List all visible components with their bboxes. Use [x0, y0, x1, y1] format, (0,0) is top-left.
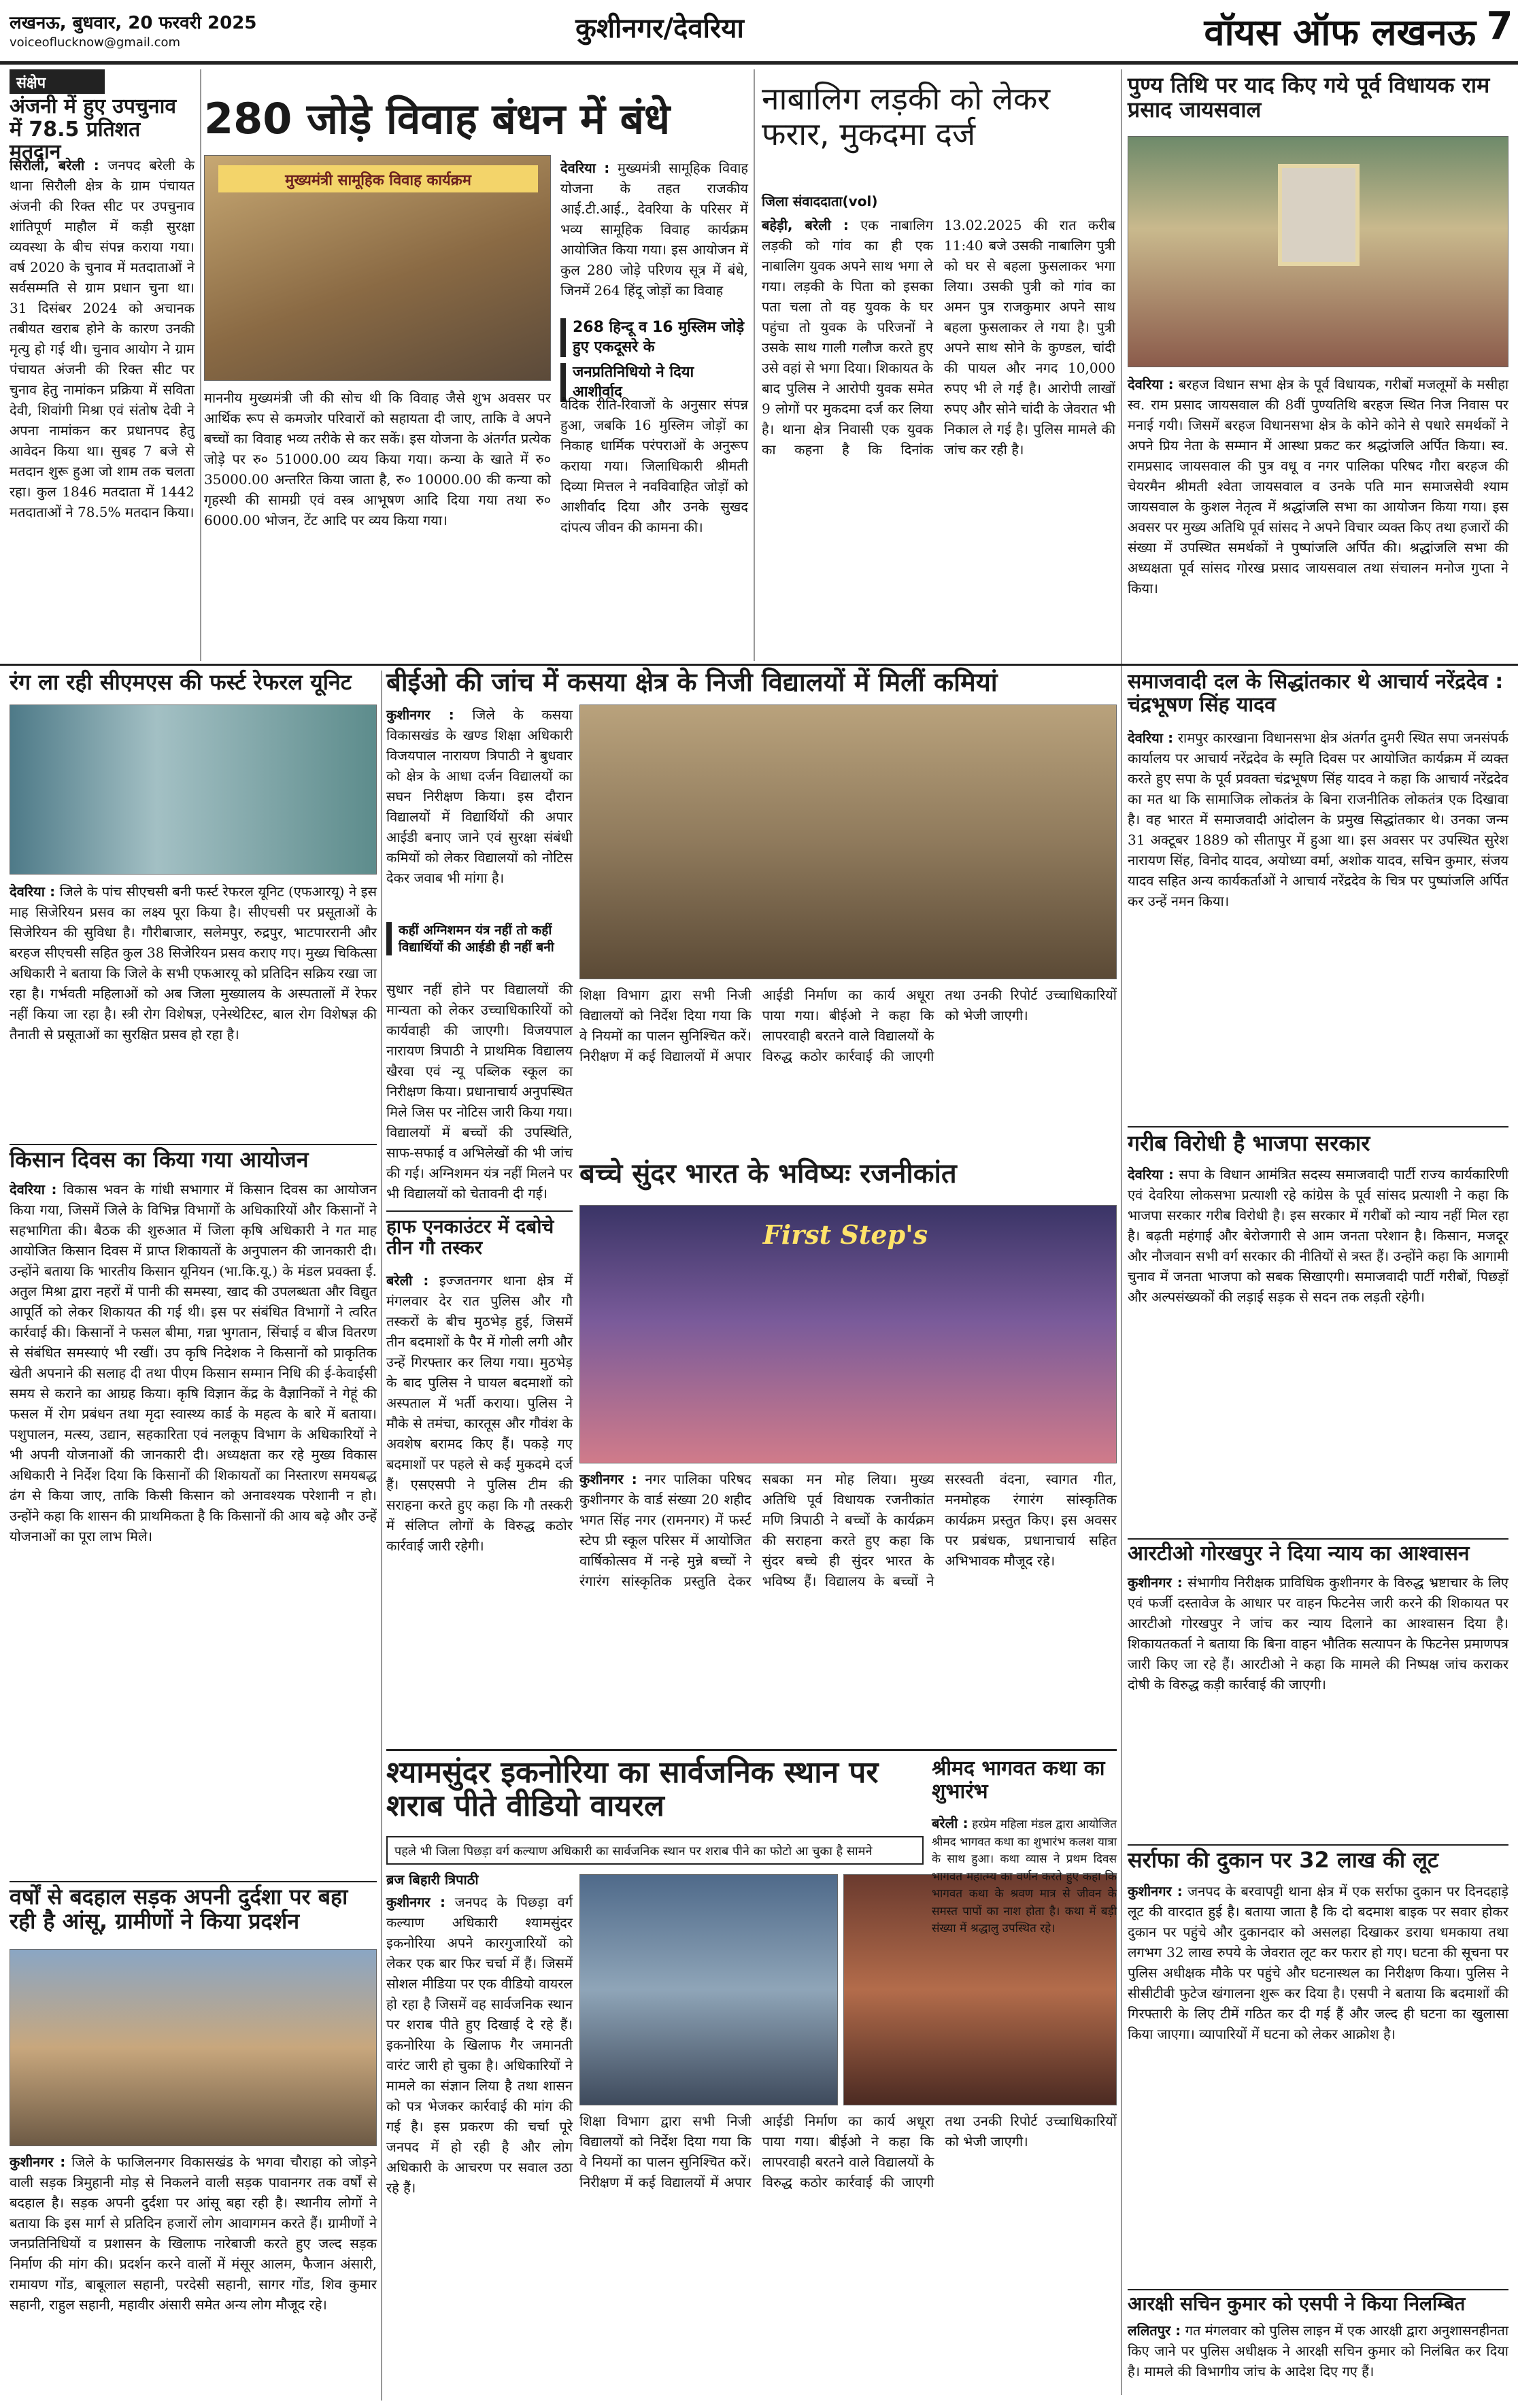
kisan-body [10, 1179, 377, 1876]
story-rule [386, 1749, 1117, 1751]
punyatithi-photo [1128, 136, 1508, 367]
arakshi-headline: आरक्षी सचिन कुमार को एसपी ने किया निलम्बित [1128, 2292, 1466, 2315]
page-number: 7 [1486, 4, 1513, 48]
dateline: सिरौली, बरेली : [10, 157, 99, 173]
sankshep-body [10, 155, 195, 611]
section-name: कुशीनगर/देवरिया [575, 13, 744, 44]
column-divider [381, 1367, 382, 2401]
nabalig-byline: जिला संवाददाता(vol) [762, 193, 878, 209]
nabalig-body [762, 215, 1115, 650]
viwah-lead-text: मुख्यमंत्री सामूहिक विवाह योजना के तहत राजकीय आई.टी.आई., देवरिया के परिसर में भव्य सामूहिक विवाह कार्यक्रम आयोजित किया गया। इस आयोजन में कुल 280 जोड़े परिणय सूत्र में बंधे, जिनमें 264 हिंदू जोड़ों का विवाह [560, 160, 749, 299]
dateline: बहेड़ी, बरेली : [762, 217, 849, 233]
rto-text: संभागीय निरीक्षक प्राविधिक कुशीनगर के विरुद्ध भ्रष्टाचार के लिए एवं फर्जी दस्तावेज के आधार पर वाहन फिटनेस जारी करने की शिकायत पर आरटीओ गोरखपुर ने जांच कर न्याय दिलाने का आश्वासन दिया है। शिकायतकर्ता ने बताया कि बिना वाहन भौतिक सत्यापन के फिटनेस प्रमाणपत्र जारी किए जा रहे हैं। आरटीओ ने कहा कि मामले की निष्पक्ष जांच कराकर दोषी के विरुद्ध कड़ी कार्रवाई की जाएगी। [1128, 1574, 1508, 1693]
column-divider [754, 69, 755, 661]
dateline: कुशीनगर : [579, 1471, 637, 1487]
story-rule [386, 1210, 573, 1212]
paper-name: वॉयस ऑफ लखनऊ [1204, 11, 1476, 54]
sankshep-label: संक्षेप [10, 69, 105, 94]
dateline: कुशीनगर : [10, 2154, 66, 2170]
portrait-frame [1278, 164, 1360, 266]
shyamsundar-body [386, 1892, 573, 2401]
column-divider [1121, 69, 1122, 2395]
masthead-rule [0, 61, 1518, 65]
dateline: बरेली : [386, 1272, 429, 1289]
bachche-photo [579, 1205, 1117, 1463]
bsa-text: जिले के कसया विकासखंड के खण्ड शिक्षा अधिकारी विजयपाल नारायण त्रिपाठी ने बुधवार को क्षेत्र के आधा दर्जन विद्यालयों का सघन निरीक्षण किया। इस दौरान विद्यालयों में विद्यार्थियों की अपार आईडी बनाए जाने एवं सुरक्षा संबंधी कमियों को लेकर विद्यालयों को नोटिस देकर जवाब भी मांगा है। [386, 707, 573, 886]
sadak-headline: वर्षों से बदहाल सड़क अपनी दुर्दशा पर बहा रही है आंसू, ग्रामीणों ने किया प्रदर्शन [10, 1884, 348, 1934]
kisan-text: विकास भवन के गांधी सभागार में किसान दिवस का आयोजन किया गया, जिसमें जिले के विभिन्न विभागों के अधिकारियों और किसानों ने सहभागिता की। बैठक की शुरुआत में जिला कृषि अधिकारी ने गत माह आयोजित किसान दिवस में प्राप्त शिकायतों के अनुपालन की जानकारी दी। उन्होंने बताया कि भारतीय किसान यूनियन (भा.कि.यू.) के मंडल प्रवक्ता ई. अतुल मिश्रा द्वारा नहरों में पानी की समस्या, खाद की उपलब्धता और विद्युत आपूर्ति को लेकर शिकायत की गई थी। इस पर संबंधित विभागों ने त्वरित कार्रवाई की। किसानों ने फसल बीमा, गन्ना भुगतान, सिंचाई व बीज वितरण से संबंधित समस्याएं भी रखीं। उप कृषि निदेशक ने किसानों को प्राकृतिक खेती अपनाने की सलाह दी तथा पीएम किसान सम्मान निधि की ई-केवाईसी समय से कराने का आग्रह किया। कृषि विज्ञान केंद्र के वैज्ञानिकों ने गेहूं की फसल में रोग प्रबंधन तथा मृदा स्वास्थ्य कार्ड के महत्व के बारे में बताया। पशुपालन, मत्स्य, उद्यान, सहकारिता एवं नलकूप विभाग के अधिकारियों ने भी अपनी योजनाओं की जानकारी दी। अध्यक्षता कर रहे मुख्य विकास अधिकारी ने निर्देश दिया कि किसानों की शिकायतों का निस्तारण समयबद्ध ढंग से किया जाए, ताकि किसी किसान को अनावश्यक परेशानी न हो। उन्होंने कहा कि शासन की प्राथमिकता है कि किसानों की आय बढ़े और उन्हें योजनाओं का पूरा लाभ मिले। [10, 1181, 377, 1544]
dateline: कुशीनगर : [1128, 1574, 1183, 1591]
garib-body [1128, 1164, 1508, 1531]
dateline: देवरिया : [10, 1181, 57, 1198]
sankshep-text: जनपद बरेली के थाना सिरौली क्षेत्र के ग्राम पंचायत अंजनी की रिक्त सीट पर उपचुनाव शांतिपूर्ण माहौल में कड़ी सुरक्षा व्यवस्था के बीच संपन्न कराया गया। वर्ष 2020 के चुनाव में मतदाताओं ने सर्वसम्मति से ग्राम प्रधान चुना था। 31 दिसंबर 2024 को अचानक तबीयत खराब होने के कारण उनकी मृत्यु हो गई थी। चुनाव आयोग ने ग्राम पंचायत अंजनी की रिक्त सीट पर चुनाव हेतु नामांकन प्रक्रिया में सविता देवी, शिवांगी मिश्रा एवं संतोष देवी ने अपना नामांकन कर प्रधानपद हेतु आवेदन किया था। सुबह 7 बजे से मतदान शुरू हुआ जो शाम तक चलता रहा। कुल 1846 मतदाता में 1442 मतदाताओं ने 78.5% मतदान किया। [10, 157, 195, 520]
shyamsundar-text: जनपद के पिछड़ा वर्ग कल्याण अधिकारी श्यामसुंदर इकनोरिया अपने कारगुजारियों को लेकर एक बार फिर चर्चा में हैं। जिसमें सोशल मीडिया पर एक वीडियो वायरल हो रहा है जिसमें वह सार्वजनिक स्थान पर शराब पीते हुए दिखाई दे रहे हैं। इकनोरिया के खिलाफ गैर जमानती वारंट जारी हो चुका है। अधिकारियों ने मामले का संज्ञान लिया है तथा शासन को पत्र भेजकर कार्रवाई की मांग की गई है। इस प्रकरण की चर्चा पूरे जनपद में हो रही है और लोग अधिकारी के आचरण पर सवाल उठा रहे हैं। [386, 1894, 573, 2196]
email: voiceoflucknow@gmail.com [10, 35, 181, 50]
shyamsundar-photo-1 [579, 1874, 838, 2105]
cs-text: जिले के पांच सीएचसी बनी फर्स्ट रेफरल यूनिट (एफआरयू) ने इस माह सिजेरियन प्रसव का लक्ष्य पूरा किया है। सीएचसी पर प्रसूताओं के सिजेरियन की सुविधा है। गौरीबाजार, सलेमपुर, रुद्रपुर, भाटपाररानी और बरहज सीएचसी सहित कुल 38 सिजेरियन प्रसव कराए गए। मुख्य चिकित्सा अधिकारी ने बताया कि जिले के सभी एफआरयू को प्रतिदिन सक्रिय रखा जा रहा है। गर्भवती महिलाओं को अब जिला मुख्यालय के अस्पतालों में रेफर नहीं किया जा रहा है। स्त्री रोग विशेषज्ञ, एनेस्थेटिस्ट, बाल रोग विशेषज्ञ की तैनाती से प्रसूताओं का सुरक्षित प्रसव हो रहा है। [10, 883, 377, 1042]
bsa-body3: शिक्षा विभाग द्वारा सभी निजी विद्यालयों को निर्देश दिया गया कि वे नियमों का पालन सुनिश्चित करें। निरीक्षण में कई विद्यालयों में अपार आईडी निर्माण का कार्य अधूरा पाया गया। बीईओ ने कहा कि लापरवाही बरतने वाले विद्यालयों के विरुद्ध कठोर कार्रवाई की जाएगी तथा उनकी रिपोर्ट उच्चाधिकारियों को भेजी जाएगी। [579, 987, 1117, 1064]
sadak-text: जिले के फाजिलनगर विकासखंड के भगवा चौराहा को जोड़ने वाली सड़क त्रिमुहानी मोड़ से निकलने वाली सड़क पावानगर तक वर्षों से बदहाल है। सड़क अपनी दुर्दशा पर आंसू बहा रही है। स्थानीय लोगों ने बताया कि इस मार्ग से प्रतिदिन हजारों लोग आवागमन करते हैं। ग्रामीणों ने जनप्रतिनिधियों व प्रशासन के खिलाफ नारेबाजी करते हुए जल्द सड़क निर्माण की मांग की। प्रदर्शन करने वालों में मंसूर आलम, फैजान अंसारी, रामायण गोंड, बाबूलाल सहानी, परदेसी सहानी, सागर गोंड, शिव कुमार सहानी, राहुल सहानी, महावीर अंसारी समेत अन्य लोग मौजूद रहे। [10, 2154, 377, 2313]
column-divider [381, 671, 382, 1368]
story-rule [1128, 2289, 1508, 2290]
encounter-text: इज्जतनगर थाना क्षेत्र में मंगलवार देर रात पुलिस और गौ तस्करों के बीच मुठभेड़ हुई, जिसमें तीन बदमाशों के पैर में गोली लगी और उन्हें गिरफ्तार कर लिया गया। मुठभेड़ के बाद पुलिस ने घायल बदमाशों को अस्पताल में भर्ती कराया। पुलिस ने मौके से तमंचा, कारतूस और गौवंश के अवशेष बरामद किए हैं। पकड़े गए बदमाशों पर पहले से कई मुकदमे दर्ज हैं। एसएसपी ने पुलिस टीम की सराहना करते हुए कहा कि गौ तस्करी में संलिप्त लोगों के विरुद्ध कठोर कार्रवाई जारी रहेगी। [386, 1272, 573, 1554]
viwah-body-bottom: माननीय मुख्यमंत्री जी की सोच थी कि विवाह जैसे शुभ अवसर पर आर्थिक रूप से कमजोर परिवारों को सहायता दी जाए, ताकि वे अपने बच्चों का विवाह भव्य तरीके से कर सकें। इस योजना के अंतर्गत प्रत्येक जोड़े पर रु० 51000.00 व्यय किया गया। कन्या के खाते में रु० 35000.00 अन्तरित किया जाता है, रु० 10000.00 की कन्या को गृहस्थी की सामग्री एवं वस्त्र आभूषण आदि दिया गया तथा रु० 6000.00 भोजन, टेंट आदि पर व्यय किया गया। [204, 390, 551, 528]
sadak-photo [10, 1949, 377, 2146]
punyatithi-body [1128, 374, 1508, 666]
encounter-body [386, 1270, 573, 1706]
dateline: देवरिया : [1128, 1166, 1174, 1183]
viwah-photo [204, 155, 551, 381]
shyamsundar-subhead: पहले भी जिला पिछड़ा वर्ग कल्याण अधिकारी का सार्वजनिक स्थान पर शराब पीने का फोटो आ चुका है सामने [386, 1836, 924, 1865]
samajwadi-body [1128, 728, 1508, 1119]
bsa-highlight: कहीं अग्निशमन यंत्र नहीं तो कहीं विद्यार्थियों की आईडी ही नहीं बनी [386, 922, 573, 955]
arakshi-body [1128, 2320, 1508, 2402]
rto-headline: आरटीओ गोरखपुर ने दिया न्याय का आश्वासन [1128, 1542, 1470, 1565]
kisan-headline: किसान दिवस का किया गया आयोजन [10, 1147, 309, 1172]
shyamsundar-text-continued: शिक्षा विभाग द्वारा सभी निजी विद्यालयों को निर्देश दिया गया कि वे नियमों का पालन सुनिश्चित करें। निरीक्षण में कई विद्यालयों में अपार आईडी निर्माण का कार्य अधूरा पाया गया। बीईओ ने कहा कि लापरवाही बरतने वाले विद्यालयों के विरुद्ध कठोर कार्रवाई की जाएगी तथा उनकी रिपोर्ट उच्चाधिकारियों को भेजी जाएगी। [579, 2113, 1117, 2190]
dateline: कुशीनगर : [386, 707, 454, 723]
dateline: देवरिया : [10, 883, 56, 900]
bachche-photo-banner: First Step's [762, 1219, 928, 1250]
cs-body [10, 881, 377, 1140]
punyatithi-text: बरहज विधान सभा क्षेत्र के पूर्व विधायक, गरीबों मजलूमों के मसीहा स्व. राम प्रसाद जायसवाल की 8वीं पुण्यतिथि बरहज स्थित निज निवास पर मनाई गयी। जिसमें बरहज विधानसभा क्षेत्र के कोने कोने से पधारे समर्थकों ने अपने प्रिय नेता के सम्मान में आस्था प्रकट कर श्रद्धांजलि अर्पित किया। स्व. रामप्रसाद जायसवाल की पुत्र वधू व नगर पालिका परिषद गौरा बरहज की चेयरमैन श्रीमती श्वेता जायसवाल व उनके पति मान समाजसेवी श्याम जायसवाल के कुशल नेतृत्व में श्रद्धांजलि सभा का आयोजन किया गया। इस अवसर पर मुख्य अतिथि पूर्व सांसद ने अपने विचार व्यक्त किए तथा हजारों की संख्या में उपस्थित समर्थकों ने पुष्पांजलि अर्पित की। श्रद्धांजलि सभा की अध्यक्षता पूर्व सांसद गोरख प्रसाद जायसवाल तथा संचालन मनोज गुप्ता ने किया। [1128, 376, 1509, 596]
dateline: बरेली : [932, 1815, 968, 1831]
bachche-headline: बच्चे सुंदर भारत के भविष्यः रजनीकांत [579, 1158, 957, 1189]
bsa-photo [579, 705, 1117, 979]
shyamsundar-byline: ब्रज बिहारी त्रिपाठी [386, 1871, 479, 1888]
story-rule [10, 1144, 377, 1145]
viwah-lead [560, 158, 748, 313]
dateline: देवरिया : [1128, 376, 1174, 392]
encounter-headline: हाफ एनकाउंटर में दबोचे तीन गौ तस्कर [386, 1215, 554, 1259]
viwah-highlight-2: जनप्रतिनिधियो ने दिया आशीर्वाद [560, 363, 748, 402]
sarafa-text: जनपद के बरवापट्टी थाना क्षेत्र में एक सर्राफा दुकान पर दिनदहाड़े लूट की वारदात हुई है। बताया जाता है कि दो बदमाश बाइक पर सवार होकर दुकान पर पहुंचे और दुकानदार को असलहा दिखाकर डराया धमकाया तथा लगभग 32 लाख रुपये के जेवरात लूट कर फरार हो गए। घटना की सूचना पर पुलिस अधीक्षक मौके पर पहुंचे और घटनास्थल का निरीक्षण किया। पुलिस ने सीसीटीवी फुटेज खंगालना शुरू कर दिया है। एसपी ने बताया कि बदमाशों की गिरफ्तारी के लिए टीमें गठित कर दी गई हैं और जल्द ही घटना का खुलासा किया जाएगा। व्यापारियों में घटना को लेकर आक्रोश है। [1128, 1883, 1508, 2042]
bsa-body2: सुधार नहीं होने पर विद्यालयों की मान्यता को लेकर उच्चाधिकारियों को कार्यवाही की जाएगी। विजयपाल नारायण त्रिपाठी ने प्राथमिक विद्यालय खैरवा एवं न्यू पब्लिक स्कूल का निरीक्षण किया। प्रधानाचार्य अनुपस्थित मिले जिस पर नोटिस जारी किया गया। विद्यालयों में बच्चों की उपस्थिति, साफ-सफाई व अभिलेखों की भी जांच की गई। अग्निशमन यंत्र नहीं मिलने पर भी विद्यालयों को चेतावनी दी गई। [386, 981, 573, 1202]
garib-headline: गरीब विरोधी है भाजपा सरकार [1128, 1130, 1370, 1156]
bachche-text: नगर पालिका परिषद कुशीनगर के वार्ड संख्या 20 शहीद भगत सिंह नगर (रामनगर) में फर्स्ट स्टेप प्री स्कूल परिसर में आयोजित वार्षिकोत्सव में नन्हे मुन्ने बच्चों ने रंगारंग सांस्कृतिक प्रस्तुति देकर सबका मन मोह लिया। मुख्य अतिथि पूर्व विधायक रजनीकांत मणि त्रिपाठी ने बच्चों के कार्यक्रम की सराहना करते हुए कहा कि सुंदर बच्चे ही सुंदर भारत के भविष्य हैं। विद्यालय के बच्चों ने सरस्वती वंदना, स्वागत गीत, मनमोहक रंगारंग सांस्कृतिक कार्यक्रम प्रस्तुत किए। इस अवसर पर प्रबंधक, प्रधानाचार्य सहित अभिभावक मौजूद रहे। [579, 1471, 1117, 1589]
date-line: लखनऊ, बुधवार, 20 फरवरी 2025 [10, 13, 257, 33]
dateline: कुशीनगर : [386, 1894, 446, 1910]
garib-text: सपा के विधान आमंत्रित सदस्य समाजवादी पार्टी राज्य कार्यकारिणी एवं देवरिया लोकसभा प्रत्याशी रहे कांग्रेस के पूर्व सांसद प्रत्याशी ने कहा कि भाजपा सरकार गरीब विरोधी है। इस सरकार में गरीबों को न्याय नहीं मिल रहा है। बढ़ती महंगाई और बेरोजगारी से आम जनता परेशान है। किसान, मजदूर और नौजवान सभी वर्ग सरकार की नीतियों से त्रस्त हैं। उन्होंने कहा कि आगामी चुनाव में जनता भाजपा को सबक सिखाएगी। समाजवादी पार्टी गरीबों, पिछड़ों और अल्पसंख्यकों की लड़ाई सड़क से सदन तक लड़ती रहेगी। [1128, 1166, 1508, 1305]
sarafa-body [1128, 1881, 1508, 2282]
column-divider [200, 69, 201, 661]
dateline: ललितपुर : [1128, 2322, 1181, 2339]
sankshep-headline: अंजनी में हुए उपचुनाव में 78.5 प्रतिशत मतदान [10, 95, 177, 165]
bachche-body [579, 1469, 1117, 1741]
story-rule [1128, 1538, 1508, 1540]
sarafa-headline: सर्राफा की दुकान पर 32 लाख की लूट [1128, 1847, 1439, 1873]
punyatithi-headline: पुण्य तिथि पर याद किए गये पूर्व विधायक राम प्रसाद जायसवाल [1128, 72, 1490, 122]
bsa-headline: बीईओ की जांच में कसया क्षेत्र के निजी विद्यालयों में मिलीं कमियां [386, 667, 998, 697]
story-rule [1128, 1844, 1508, 1846]
dateline: कुशीनगर : [1128, 1883, 1183, 1899]
viwah-body-right: वैदिक रीति-रिवाजों के अनुसार संपन्न हुआ, जबकि 16 मुस्लिम जोड़ों का निकाह धार्मिक परंपराओं के अनुरूप कराया गया। जिलाधिकारी श्रीमती दिव्या मित्तल ने नवविवाहित जोड़ों को आशीर्वाद दिया और उनके सुखद दांपत्य जीवन की कामना की। [560, 396, 748, 535]
dateline: देवरिया : [560, 160, 610, 176]
bhagwat-headline: श्रीमद भागवत कथा का शुभारंभ [932, 1757, 1105, 1803]
viwah-photo-banner: मुख्यमंत्री सामूहिक विवाह कार्यक्रम [218, 165, 538, 192]
arakshi-text: गत मंगलवार को पुलिस लाइन में एक आरक्षी द्वारा अनुशासनहीनता किए जाने पर पुलिस अधीक्षक ने आरक्षी सचिन कुमार को निलंबित कर दिया है। मामले की विभागीय जांच के आदेश दिए गए हैं। [1128, 2322, 1509, 2379]
samajwadi-headline: समाजवादी दल के सिद्धांतकार थे आचार्य नरेंद्रदेव : चंद्रभूषण सिंह यादव [1128, 670, 1504, 717]
shyamsundar-headline: श्यामसुंदर इकनोरिया का सार्वजनिक स्थान पर शराब पीते वीडियो वायरल [386, 1755, 879, 1824]
story-rule [1128, 1126, 1508, 1127]
viwah-highlight-1: 268 हिन्दू व 16 मुस्लिम जोड़े हुए एकदूसरे के [560, 318, 748, 357]
masthead [0, 0, 1518, 61]
bhagwat-text: हरप्रेम महिला मंडल द्वारा आयोजित श्रीमद भागवत कथा का शुभारंभ कलश यात्रा के साथ हुआ। कथा व्यास ने प्रथम दिवस भागवत महात्म्य का वर्णन करते हुए कहा कि भागवत कथा के श्रवण मात्र से जीवन के समस्त पापों का नाश होता है। कथा में बड़ी संख्या में श्रद्धालु उपस्थित रहे। [932, 1818, 1117, 1935]
samajwadi-text: रामपुर कारखाना विधानसभा क्षेत्र अंतर्गत दुमरी स्थित सपा जनसंपर्क कार्यालय पर आचार्य नरेंद्रदेव के स्मृति दिवस पर आयोजित कार्यक्रम में व्यक्त करते हुए सपा के पूर्व प्रवक्ता चंद्रभूषण सिंह यादव ने कहा कि आचार्य नरेंद्रदेव का मत था कि सामाजिक लोकतंत्र के बिना राजनीतिक लोकतंत्र एक दिखावा है। वह भारत में समाजवादी आंदोलन के प्रमुख सिद्धांतकार थे। उनका जन्म 31 अक्टूबर 1889 को सीतापुर में हुआ था। इस अवसर पर उपस्थित सुरेश नारायण सिंह, विनोद यादव, अयोध्या वर्मा, अशोक यादव, सचिन कुमार, संजय यादव सहित अन्य कार्यकर्ताओं ने आचार्य नरेंद्रदेव के चित्र पर पुष्पांजलि अर्पित कर उन्हें नमन किया। [1128, 730, 1508, 909]
cs-photo [10, 705, 377, 875]
dateline: देवरिया : [1128, 730, 1174, 746]
nabalig-headline: नाबालिग लड़की को लेकर फरार, मुकदमा दर्ज [762, 80, 1051, 152]
sadak-body [10, 2152, 377, 2401]
bsa-body [386, 705, 573, 919]
story-rule [10, 1881, 377, 1882]
nabalig-text: एक नाबालिग लड़की को गांव का ही एक नाबालिग युवक अपने साथ भगा ले गया। लड़की के पिता को इसका पता चला तो वह युवक के घर पहुंचा तो युवक के परिजनों ने उसके साथ गाली गलौज करते हुए उसे वहां से भगा दिया। शिकायत के बाद पुलिस ने आरोपी युवक समेत 9 लोगों पर मुकदमा दर्ज कर लिया है। थाना क्षेत्र निवासी एक युवक का कहना है कि दिनांक 13.02.2025 की रात करीब 11:40 बजे उसकी नाबालिग पुत्री को घर से बहला फुसलाकर भगा लिया। उसकी पुत्री को गांव का अमन पुत्र राजकुमार अपने साथ बहला फुसलाकर ले गया है। पुत्री अपने साथ सोने के कुण्डल, चांदी की पायल और नगद 10,000 रुपए भी ले गई है। आरोपी लाखों रुपए और सोने चांदी के जेवरात भी निकाल ले गई है। पुलिस मामले की जांच कर रही है। [762, 217, 1115, 458]
shyamsundar-continued [579, 2111, 1117, 2401]
rto-body [1128, 1572, 1508, 1839]
bhagwat-body [932, 1813, 1117, 1935]
viwah-headline: 280 जोड़े विवाह बंधन में बंधे [204, 94, 671, 143]
cs-headline: रंग ला रही सीएमएस की फर्स्ट रेफरल यूनिट [10, 669, 352, 695]
section-rule [0, 664, 1518, 666]
